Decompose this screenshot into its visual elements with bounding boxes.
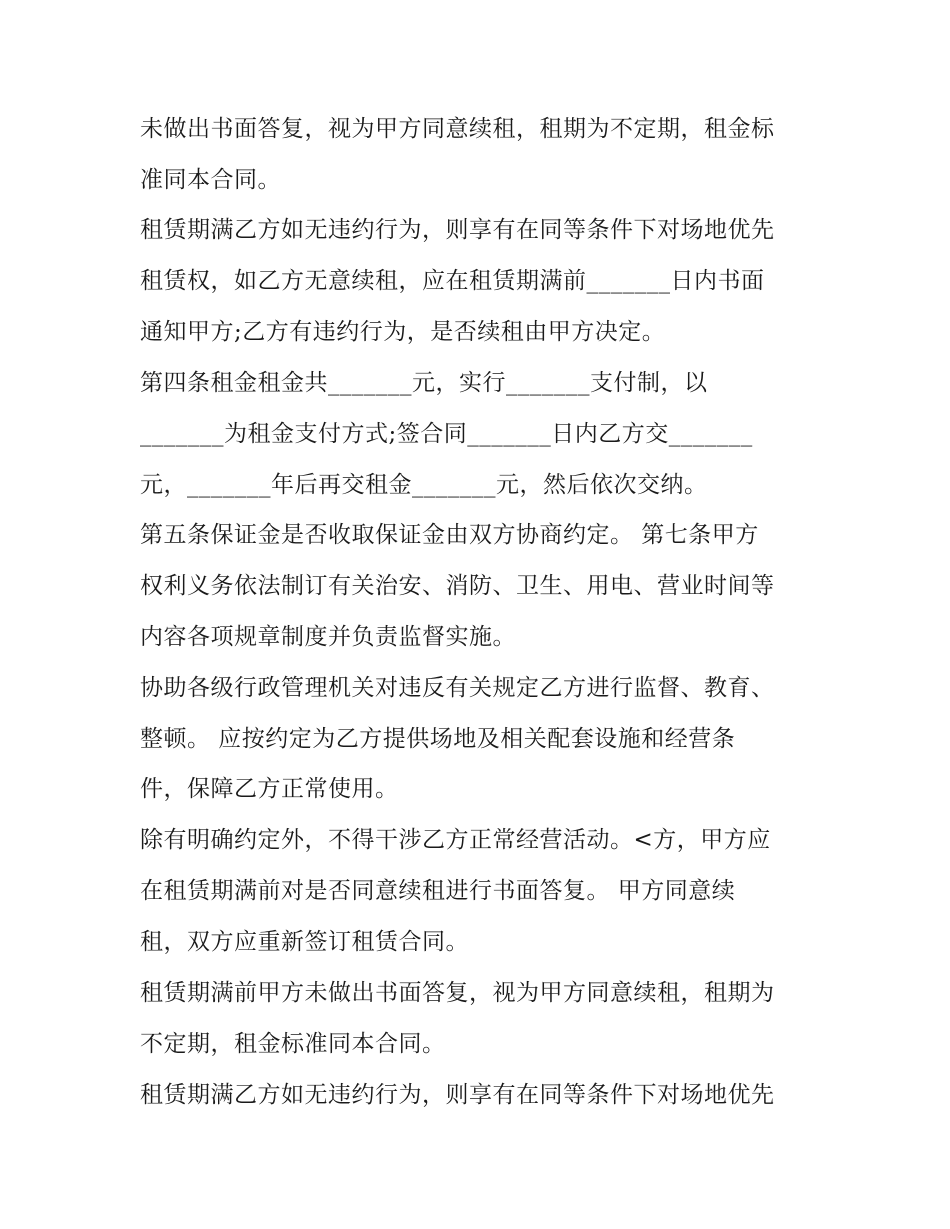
text-line: 内容各项规章制度并负责监督实施。: [140, 624, 516, 650]
text-line: 第四条租金租金共_______元，实行_______支付制，以: [140, 370, 708, 396]
text-line: 租，双方应重新签订租赁合同。: [140, 929, 469, 955]
text-line: 通知甲方;乙方有违约行为，是否续租由甲方决定。: [140, 319, 666, 345]
text-line: 准同本合同。: [140, 167, 281, 193]
text-line: 租赁期满乙方如无违约行为，则享有在同等条件下对场地优先: [140, 1082, 775, 1108]
text-line: 元，_______年后再交租金_______元，然后依次交纳。: [140, 472, 708, 498]
text-line: 件，保障乙方正常使用。: [140, 776, 399, 802]
text-line: 在租赁期满前对是否同意续租进行书面答复。 甲方同意续: [140, 878, 736, 904]
text-line: _______为租金支付方式;签合同_______日内乙方交_______: [140, 421, 753, 447]
text-line: 租赁期满乙方如无违约行为，则享有在同等条件下对场地优先: [140, 217, 775, 243]
text-line: 租赁权，如乙方无意续租，应在租赁期满前_______日内书面: [140, 268, 765, 294]
text-line: 整顿。 应按约定为乙方提供场地及相关配套设施和经营条: [140, 726, 736, 752]
text-line: 除有明确约定外，不得干涉乙方正常经营活动。<方，甲方应: [140, 827, 771, 853]
text-line: 协助各级行政管理机关对违反有关规定乙方进行监督、教育、: [140, 675, 775, 701]
text-line: 未做出书面答复，视为甲方同意续租，租期为不定期，租金标: [140, 116, 775, 142]
text-line: 权利义务依法制订有关治安、消防、卫生、用电、营业时间等: [140, 573, 775, 599]
text-line: 不定期，租金标准同本合同。: [140, 1031, 446, 1057]
text-line: 第五条保证金是否收取保证金由双方协商约定。 第七条甲方: [140, 522, 759, 548]
text-line: 租赁期满前甲方未做出书面答复，视为甲方同意续租，租期为: [140, 980, 775, 1006]
